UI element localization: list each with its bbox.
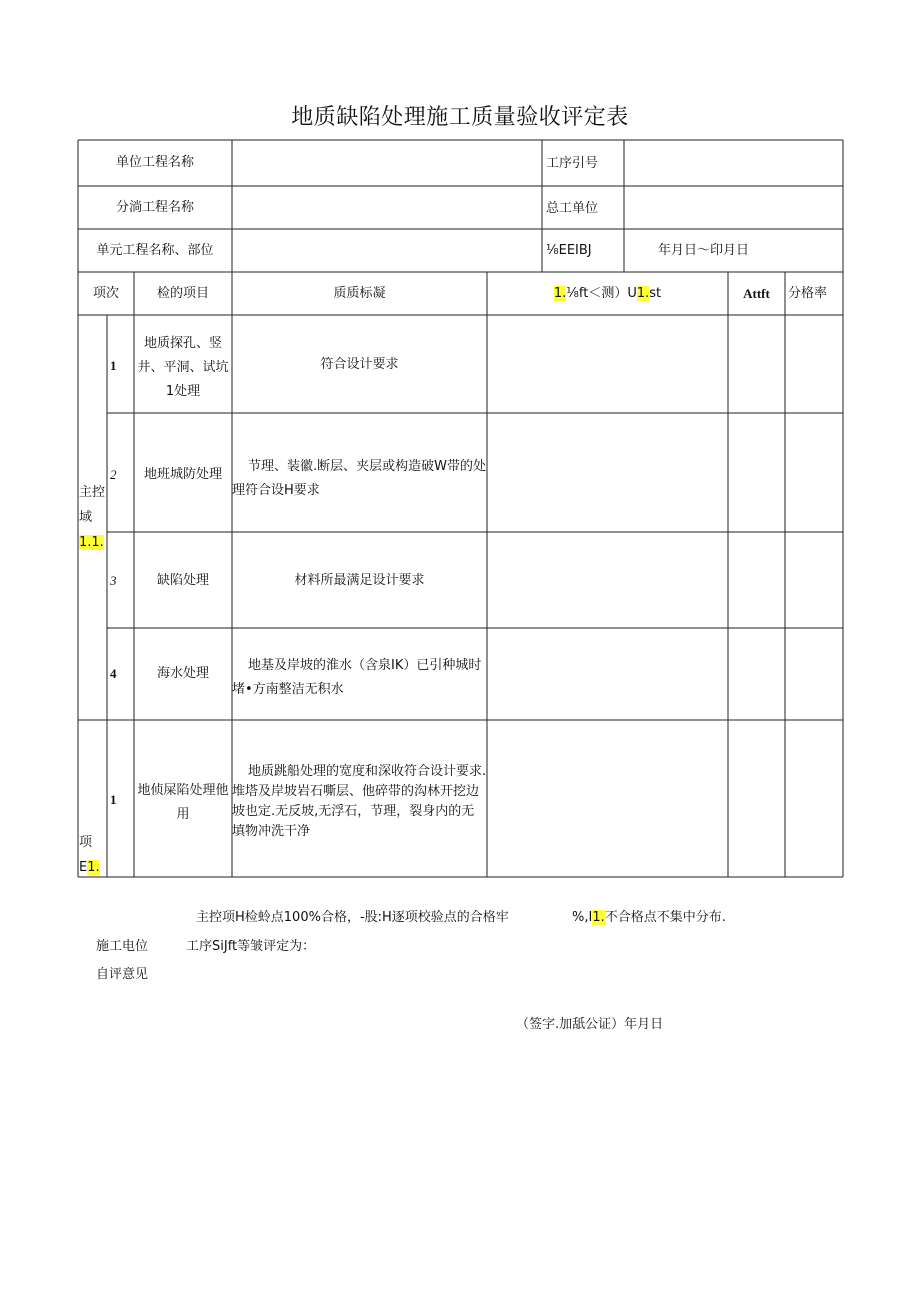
sub-project-label: 分淌工程名称 [115, 200, 194, 215]
general-group-label: 项 [79, 835, 93, 850]
check-item-cell: 地班城防处理 [143, 467, 222, 482]
construction-unit-label: 施工电位 [96, 939, 149, 954]
page-title: 地质缺陷处理施工质量验收评定表 [291, 105, 629, 130]
main-group-label-2: 域 [79, 510, 93, 525]
main-group-label: 主控 [79, 485, 106, 500]
date-value: 年月日〜印月日 [658, 243, 750, 258]
self-evaluation-label: 自评意见 [96, 967, 149, 982]
col-check-item: 检的项目 [156, 286, 209, 301]
main-group-mark: 1.1. [79, 535, 104, 550]
process-no-label: 工序引号 [546, 156, 599, 171]
standard-cell: 地基及岸坡的淮水（含泉IK）已引种城时堵•方南整洁无积水 [232, 658, 482, 697]
standard-cell: 地质跳船处理的宽度和深收符合设计要求.堆塔及岸坡岩石嘶层、他碎带的沟林开挖边坡也定.无反坡,无浮石，节理，裂身内的无填物冲洗干净 [232, 764, 487, 839]
row-number: 4 [110, 666, 117, 681]
col-eval: Attft [743, 286, 770, 301]
row-number: 1 [110, 792, 117, 807]
col-pass-rate: 分格率 [788, 286, 828, 301]
summary-text-2: %,I1.不合格点不集中分布. [572, 910, 726, 925]
date-label: ⅛EEIBJ [546, 243, 592, 258]
standard-cell: 符合设计要求 [320, 357, 399, 372]
row-number: 1 [110, 358, 117, 373]
check-item-cell: 海水处理 [156, 666, 209, 681]
contractor-label: 总工单位 [546, 201, 599, 216]
unit-project-label: 单位工程名称 [115, 155, 194, 170]
check-item-cell: 地侦屎陷处理他用 [137, 783, 229, 822]
summary-text: 主控项H检蛉点100%合格，-股:H逐项校验点的合格牢 [196, 910, 509, 925]
element-project-label: 单元工程名称、部位 [96, 243, 214, 258]
col-item-order: 项次 [92, 286, 119, 301]
standard-cell: 节理、装徽.断层、夹层或构造破W带的处理符合设H要求 [232, 459, 486, 498]
grade-label: 工序SiJft等皱评定为： [186, 939, 316, 954]
highlight-mark: 1. [636, 286, 650, 301]
row-number: 2 [110, 467, 117, 482]
check-item-cell: 地质探孔、竖井、平洞、试坑1处理 [137, 336, 229, 399]
check-item-cell: 缺陷处理 [156, 573, 209, 588]
general-group-mark: E1. [79, 860, 100, 875]
highlight-mark: 1. [553, 286, 567, 301]
standard-cell: 材料所最满足设计要求 [294, 573, 425, 588]
col-quality-standard: 质质标凝 [333, 286, 386, 301]
row-number: 3 [110, 573, 117, 588]
signature-line: （签字.加舐公证）年月日 [516, 1017, 664, 1032]
col-result: 1.⅛ft＜测）U1.st [553, 286, 662, 301]
